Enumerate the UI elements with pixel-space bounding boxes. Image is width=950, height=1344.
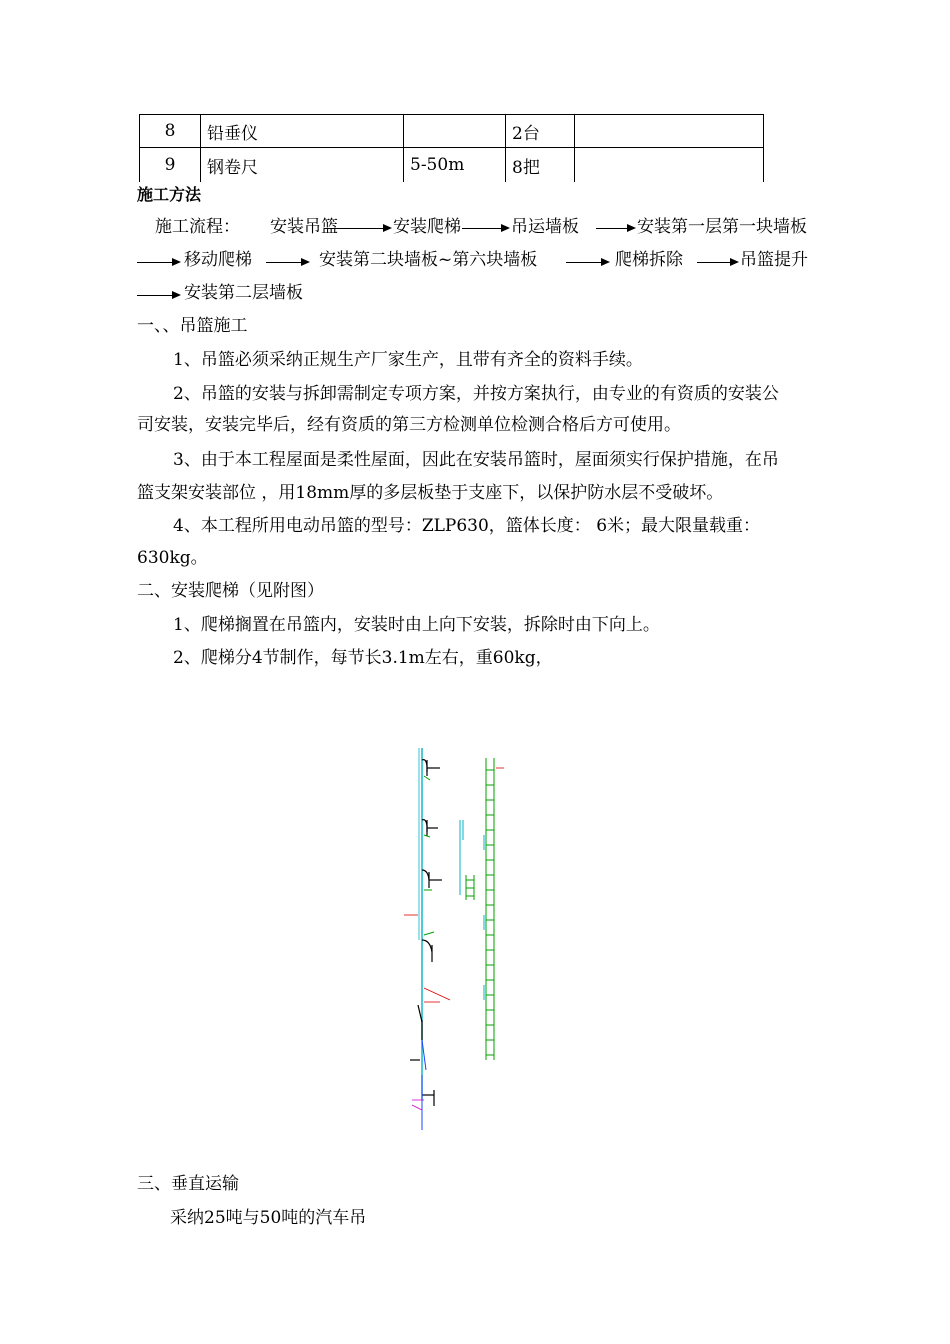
paragraph: 630kg。 bbox=[137, 548, 208, 568]
flow-arrow-icon bbox=[137, 295, 179, 296]
equipment-table bbox=[139, 114, 764, 182]
paragraph: 1、吊篮必须采纳正规生产厂家生产，且带有齐全的资料手续。 bbox=[173, 350, 643, 370]
table-row bbox=[140, 115, 764, 148]
section-title: 一、、吊篮施工 bbox=[137, 316, 248, 336]
equipment-spec: 5-50m bbox=[404, 148, 506, 183]
paragraph: 2、吊篮的安装与拆卸需制定专项方案，并按方案执行，由专业的有资质的安装公 bbox=[173, 384, 779, 404]
equipment-qty: 8把 bbox=[506, 148, 575, 183]
paragraph: 1、爬梯搁置在吊篮内，安装时由上向下安装，拆除时由下向上。 bbox=[173, 615, 660, 635]
equipment-name: 铅垂仪 bbox=[201, 115, 404, 148]
flow-arrow-icon bbox=[697, 262, 737, 263]
paragraph: 3、由于本工程屋面是柔性屋面，因此在安装吊篮时，屋面须实行保护措施，在吊 bbox=[173, 450, 779, 470]
flow-step: 吊运墙板 bbox=[511, 217, 579, 237]
section-title: 三、垂直运输 bbox=[137, 1174, 239, 1194]
flow-step: 吊篮提升 bbox=[740, 250, 808, 270]
flow-step: 安装吊篮 bbox=[270, 217, 338, 237]
equipment-note bbox=[575, 148, 764, 183]
method-heading: 施工方法 bbox=[137, 185, 202, 204]
equipment-name: 钢卷尺 bbox=[201, 148, 404, 183]
paragraph: 司安装，安装完毕后，经有资质的第三方检测单位检测合格后方可使用。 bbox=[137, 415, 681, 435]
flow-step: 安装第一层第一块墙板 bbox=[637, 217, 807, 237]
paragraph: 采纳25吨与50吨的汽车吊 bbox=[170, 1208, 367, 1228]
paragraph: 篮支架安装部位 ，用18mm厚的多层板垫于支座下，以保护防水层不受破坏。 bbox=[137, 483, 724, 503]
flow-arrow-icon bbox=[137, 262, 179, 263]
flow-step: 安装爬梯 bbox=[393, 217, 461, 237]
flow-step: 安装第二块墙板~第六块墙板 bbox=[319, 250, 538, 270]
flow-step: 移动爬梯 bbox=[184, 250, 252, 270]
equipment-spec bbox=[404, 115, 506, 148]
paragraph: 2、爬梯分4节制作，每节长3.1m左右，重60kg， bbox=[173, 648, 553, 668]
flow-arrow-icon bbox=[566, 262, 608, 263]
flow-arrow-icon bbox=[266, 262, 308, 263]
paragraph: 4、本工程所用电动吊篮的型号：ZLP630，篮体长度： 6米；最大限量载重： bbox=[173, 516, 761, 536]
row-number: 9 bbox=[140, 148, 201, 183]
equipment-qty: 2台 bbox=[506, 115, 575, 148]
flow-arrow-icon bbox=[596, 228, 634, 229]
section-title: 二、安装爬梯（见附图） bbox=[137, 581, 324, 601]
equipment-note bbox=[575, 115, 764, 148]
flow-step: 爬梯拆除 bbox=[615, 250, 683, 270]
flow-step: 安装第二层墙板 bbox=[184, 283, 303, 303]
ladder-drawing bbox=[400, 740, 510, 1140]
row-number: 8 bbox=[140, 115, 201, 148]
flow-label: 施工流程： bbox=[155, 217, 240, 237]
table-row bbox=[140, 148, 764, 183]
flow-arrow-icon bbox=[462, 228, 508, 229]
flow-arrow-icon bbox=[324, 228, 390, 229]
